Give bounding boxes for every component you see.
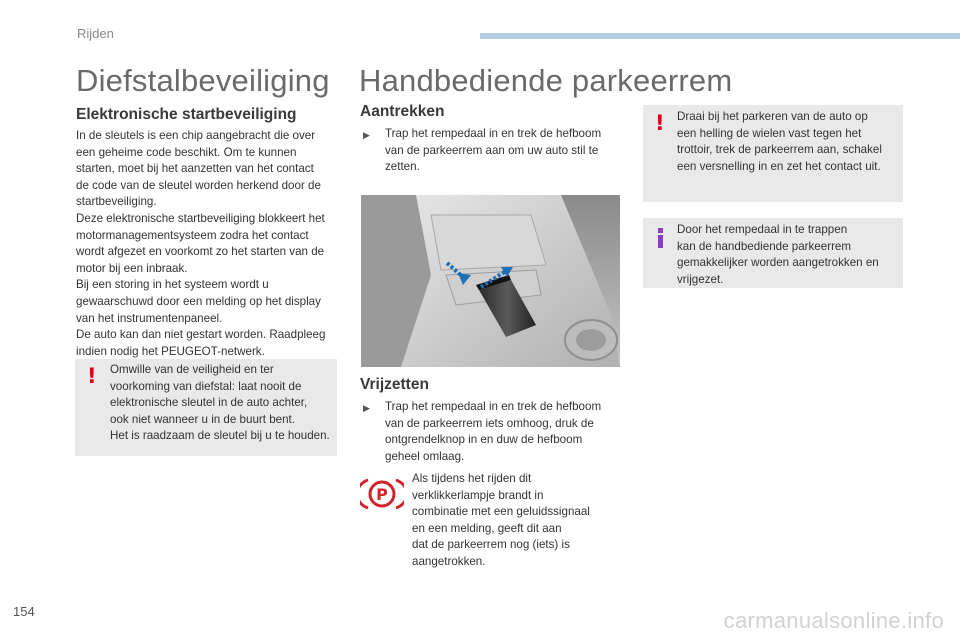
release-instruction-text (385, 399, 601, 465)
release-instruction (363, 399, 601, 465)
page-number: 154 (13, 604, 35, 619)
slope-warning-text (677, 109, 882, 175)
bullet-triangle-icon: ▶ (363, 130, 370, 140)
release-heading: Vrijzetten (360, 376, 429, 393)
paragraph-line: indien nodig het PEUGEOT-netwerk. (76, 344, 265, 358)
info-line: kan de handbediende parkeerrem (677, 239, 852, 253)
paragraph-line: de code van de sleutel worden herkend door de (76, 178, 321, 192)
apply-instruction (363, 126, 601, 176)
instruction-line: van de parkeerrem iets omhoog, druk de (385, 416, 594, 430)
slope-warning-line: Draai bij het parkeren van de auto op (677, 110, 868, 123)
paragraph-line: Deze elektronische startbeveiliging blokkeert het (76, 211, 325, 225)
handbrake-illustration (361, 195, 620, 367)
info-line: vrijgezet. (677, 272, 724, 286)
immobilizer-paragraph (76, 128, 346, 360)
left-title: Diefstalbeveiliging (76, 63, 330, 98)
lamp-note-line: Als tijdens het rijden dit (412, 472, 532, 485)
info-i-icon (658, 228, 663, 248)
instruction-line: Trap het rempedaal in en trek de hefboom (385, 127, 602, 140)
instruction-line: Trap het rempedaal in en trek de hefboom (385, 400, 602, 413)
slope-warning-line: een versnelling in en zet het contact uit. (677, 159, 881, 173)
slope-warning-box (643, 105, 903, 202)
paragraph-line: motor bij een inbraak. (76, 261, 188, 275)
lamp-note-line: dat de parkeerrem nog (iets) is (412, 538, 570, 552)
header-bar (480, 33, 960, 39)
exclamation-mark-icon: ! (655, 111, 665, 135)
svg-text:P: P (376, 485, 388, 504)
info-line: Door het rempedaal in te trappen (677, 223, 848, 236)
slope-warning-line: een helling de wielen vast tegen het (677, 126, 862, 140)
warning-line: voorkoming van diefstal: laat nooit de (110, 379, 302, 393)
apply-instruction-text (385, 126, 601, 176)
paragraph-line: startbeveiliging. (76, 195, 157, 209)
paragraph-line: een geheime code beschikt. Om te kunnen (76, 145, 297, 159)
lamp-note-line: en een melding, geeft dit aan (412, 521, 562, 535)
slope-warning-line: trottoir, trek de parkeerrem aan, schakel (677, 143, 882, 157)
instruction-line: van de parkeerrem aan om uw auto stil te (385, 143, 599, 157)
paragraph-line: Bij een storing in het systeem wordt u (76, 278, 269, 292)
warning-line: ook niet wanneer u in de buurt bent. (110, 412, 295, 426)
right-title: Handbediende parkeerrem (359, 63, 733, 98)
info-line: gemakkelijker worden aangetrokken en (677, 256, 879, 270)
warning-line: Omwille van de veiligheid en ter (110, 363, 274, 376)
lamp-note-line: combinatie met een geluidssignaal (412, 505, 590, 519)
paragraph-line: De auto kan dan niet gestart worden. Raadpleeg (76, 328, 326, 342)
lamp-note-text (412, 471, 590, 571)
exclamation-mark-icon: ! (87, 364, 97, 388)
apply-heading: Aantrekken (360, 103, 445, 120)
lamp-note-line: aangetrokken. (412, 554, 486, 568)
instruction-line: ontgrendelknop in en duw de hefboom (385, 433, 583, 447)
warning-line: elektronische sleutel in de auto achter, (110, 396, 308, 410)
paragraph-line: gewaarschuwd door een melding op het display (76, 294, 321, 308)
paragraph-line: van het instrumentenpaneel. (76, 311, 223, 325)
info-box (643, 218, 903, 288)
key-warning-box (75, 359, 337, 456)
handbrake-photo-svg (361, 195, 620, 367)
instruction-line: geheel omlaag. (385, 449, 465, 463)
instruction-line: zetten. (385, 160, 420, 174)
warning-line: Het is raadzaam de sleutel bij u te houden. (110, 429, 330, 443)
section-label: Rijden (77, 26, 114, 41)
paragraph-line: starten, moet bij het aanzetten van het contact (76, 162, 314, 176)
info-text (677, 222, 879, 288)
key-warning-text (110, 362, 330, 445)
lamp-note-line: verklikkerlampje brandt in (412, 488, 544, 502)
paragraph-line: motormanagementsysteem zodra het contact (76, 228, 309, 242)
watermark: carmanualsonline.info (723, 608, 944, 633)
bullet-triangle-icon: ▶ (363, 403, 370, 413)
parking-brake-warning-lamp-icon (360, 476, 404, 512)
paragraph-line: In de sleutels is een chip aangebracht die over (76, 129, 316, 142)
left-subtitle: Elektronische startbeveiliging (76, 106, 297, 123)
paragraph-line: wordt afgezet en voorkomt zo het starten van de (76, 245, 325, 259)
